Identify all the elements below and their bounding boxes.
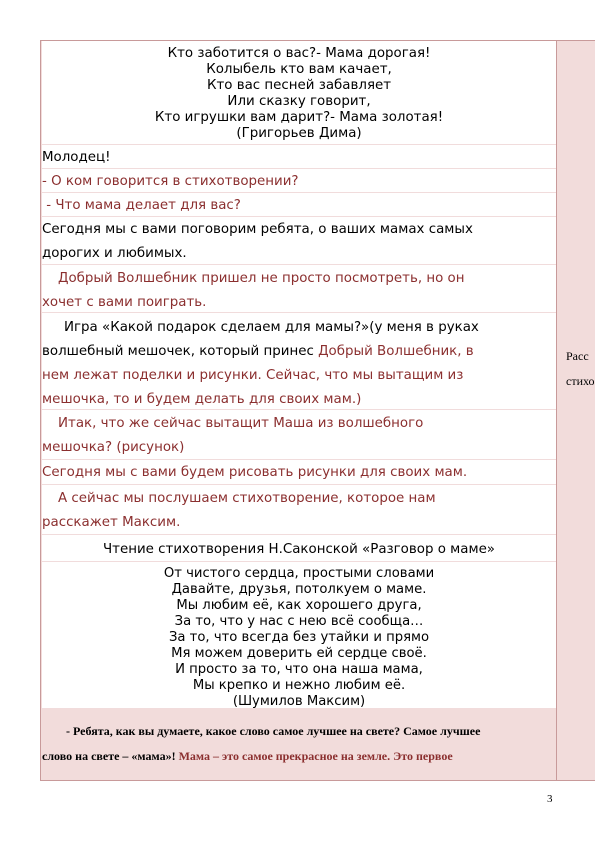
poem-line: Мы крепко и нежно любим её. bbox=[192, 678, 406, 693]
poem-line: Мы любим её, как хорошего друга, bbox=[176, 598, 422, 613]
poem-author: (Шумилов Максим) bbox=[232, 694, 366, 709]
paragraph-line: А сейчас мы послушаем стихотворение, которое нам bbox=[58, 491, 436, 506]
poem-line: Кто вас песней забавляет bbox=[206, 78, 392, 93]
paragraph-line: Сегодня мы с вами поговорим ребята, о ваших мамах самых bbox=[42, 222, 473, 237]
praise-text: Молодец! bbox=[42, 150, 111, 165]
side-column-text: Расс bbox=[566, 349, 589, 363]
question-text: - О ком говорится в стихотворении? bbox=[42, 174, 299, 189]
poem-line: Или сказку говорит, bbox=[227, 94, 371, 109]
paragraph-text: волшебный мешочек, который принес bbox=[42, 344, 319, 359]
poem-line: От чистого сердца, простыми словами bbox=[163, 566, 435, 581]
paragraph-line: хочет с вами поиграть. bbox=[42, 295, 207, 310]
poem-line: Давайте, друзья, потолкуем о маме. bbox=[171, 582, 427, 597]
paragraph-line: Игра «Какой подарок сделаем для мамы?»(у меня в руках bbox=[64, 320, 479, 335]
poem-line: Мя можем доверить ей сердце своё. bbox=[171, 646, 427, 661]
poem-line: И просто за то, что она наша мама, bbox=[175, 662, 423, 677]
bottom-text-highlight: Мама – это самое прекрасное на земле. Это первое bbox=[178, 749, 453, 763]
page-number: 3 bbox=[547, 793, 553, 805]
paragraph-line: мешочка? (рисунок) bbox=[42, 440, 185, 455]
paragraph-line: дорогих и любимых. bbox=[42, 246, 187, 261]
paragraph-line bbox=[42, 344, 556, 360]
paragraph-line: Итак, что же сейчас вытащит Маша из волшебного bbox=[58, 416, 424, 431]
poem-line: Колыбель кто вам качает, bbox=[206, 62, 392, 77]
poem-line: Кто игрушки вам дарит?- Мама золотая! bbox=[154, 110, 444, 125]
bottom-text: слово на свете – «мама»! bbox=[42, 749, 179, 763]
bottom-paragraph-line bbox=[42, 749, 453, 764]
poem-author: (Григорьев Дима) bbox=[236, 126, 362, 141]
table-column-divider bbox=[556, 40, 557, 780]
question-text: - Что мама делает для вас? bbox=[42, 198, 241, 213]
poem-line: За то, что у нас с нею всё сообща… bbox=[174, 614, 424, 629]
bottom-paragraph-line: - Ребята, как вы думаете, какое слово самое лучшее на свете? Самое лучшее bbox=[66, 724, 481, 738]
paragraph-line: нем лежат поделки и рисунки. Сейчас, что мы вытащим из bbox=[42, 368, 464, 383]
paragraph-line: мешочка, то и будем делать для своих мам.) bbox=[42, 392, 362, 407]
paragraph-line: Добрый Волшебник пришел не просто посмотреть, но он bbox=[58, 271, 465, 286]
section-heading: Чтение стихотворения Н.Саконской «Разговор о маме» bbox=[102, 542, 496, 557]
table-border-bottom bbox=[40, 780, 595, 781]
table-border-left bbox=[40, 40, 41, 780]
paragraph-line: расскажет Максим. bbox=[42, 515, 181, 530]
paragraph-line: Сегодня мы с вами будем рисовать рисунки для своих мам. bbox=[42, 465, 468, 480]
poem-line: За то, что всегда без утайки и прямо bbox=[168, 630, 430, 645]
poem-line: Кто заботится о вас?- Мама дорогая! bbox=[167, 46, 431, 61]
side-column-text: стихо bbox=[566, 374, 595, 388]
paragraph-text-highlight: Добрый Волшебник, в bbox=[318, 344, 474, 359]
